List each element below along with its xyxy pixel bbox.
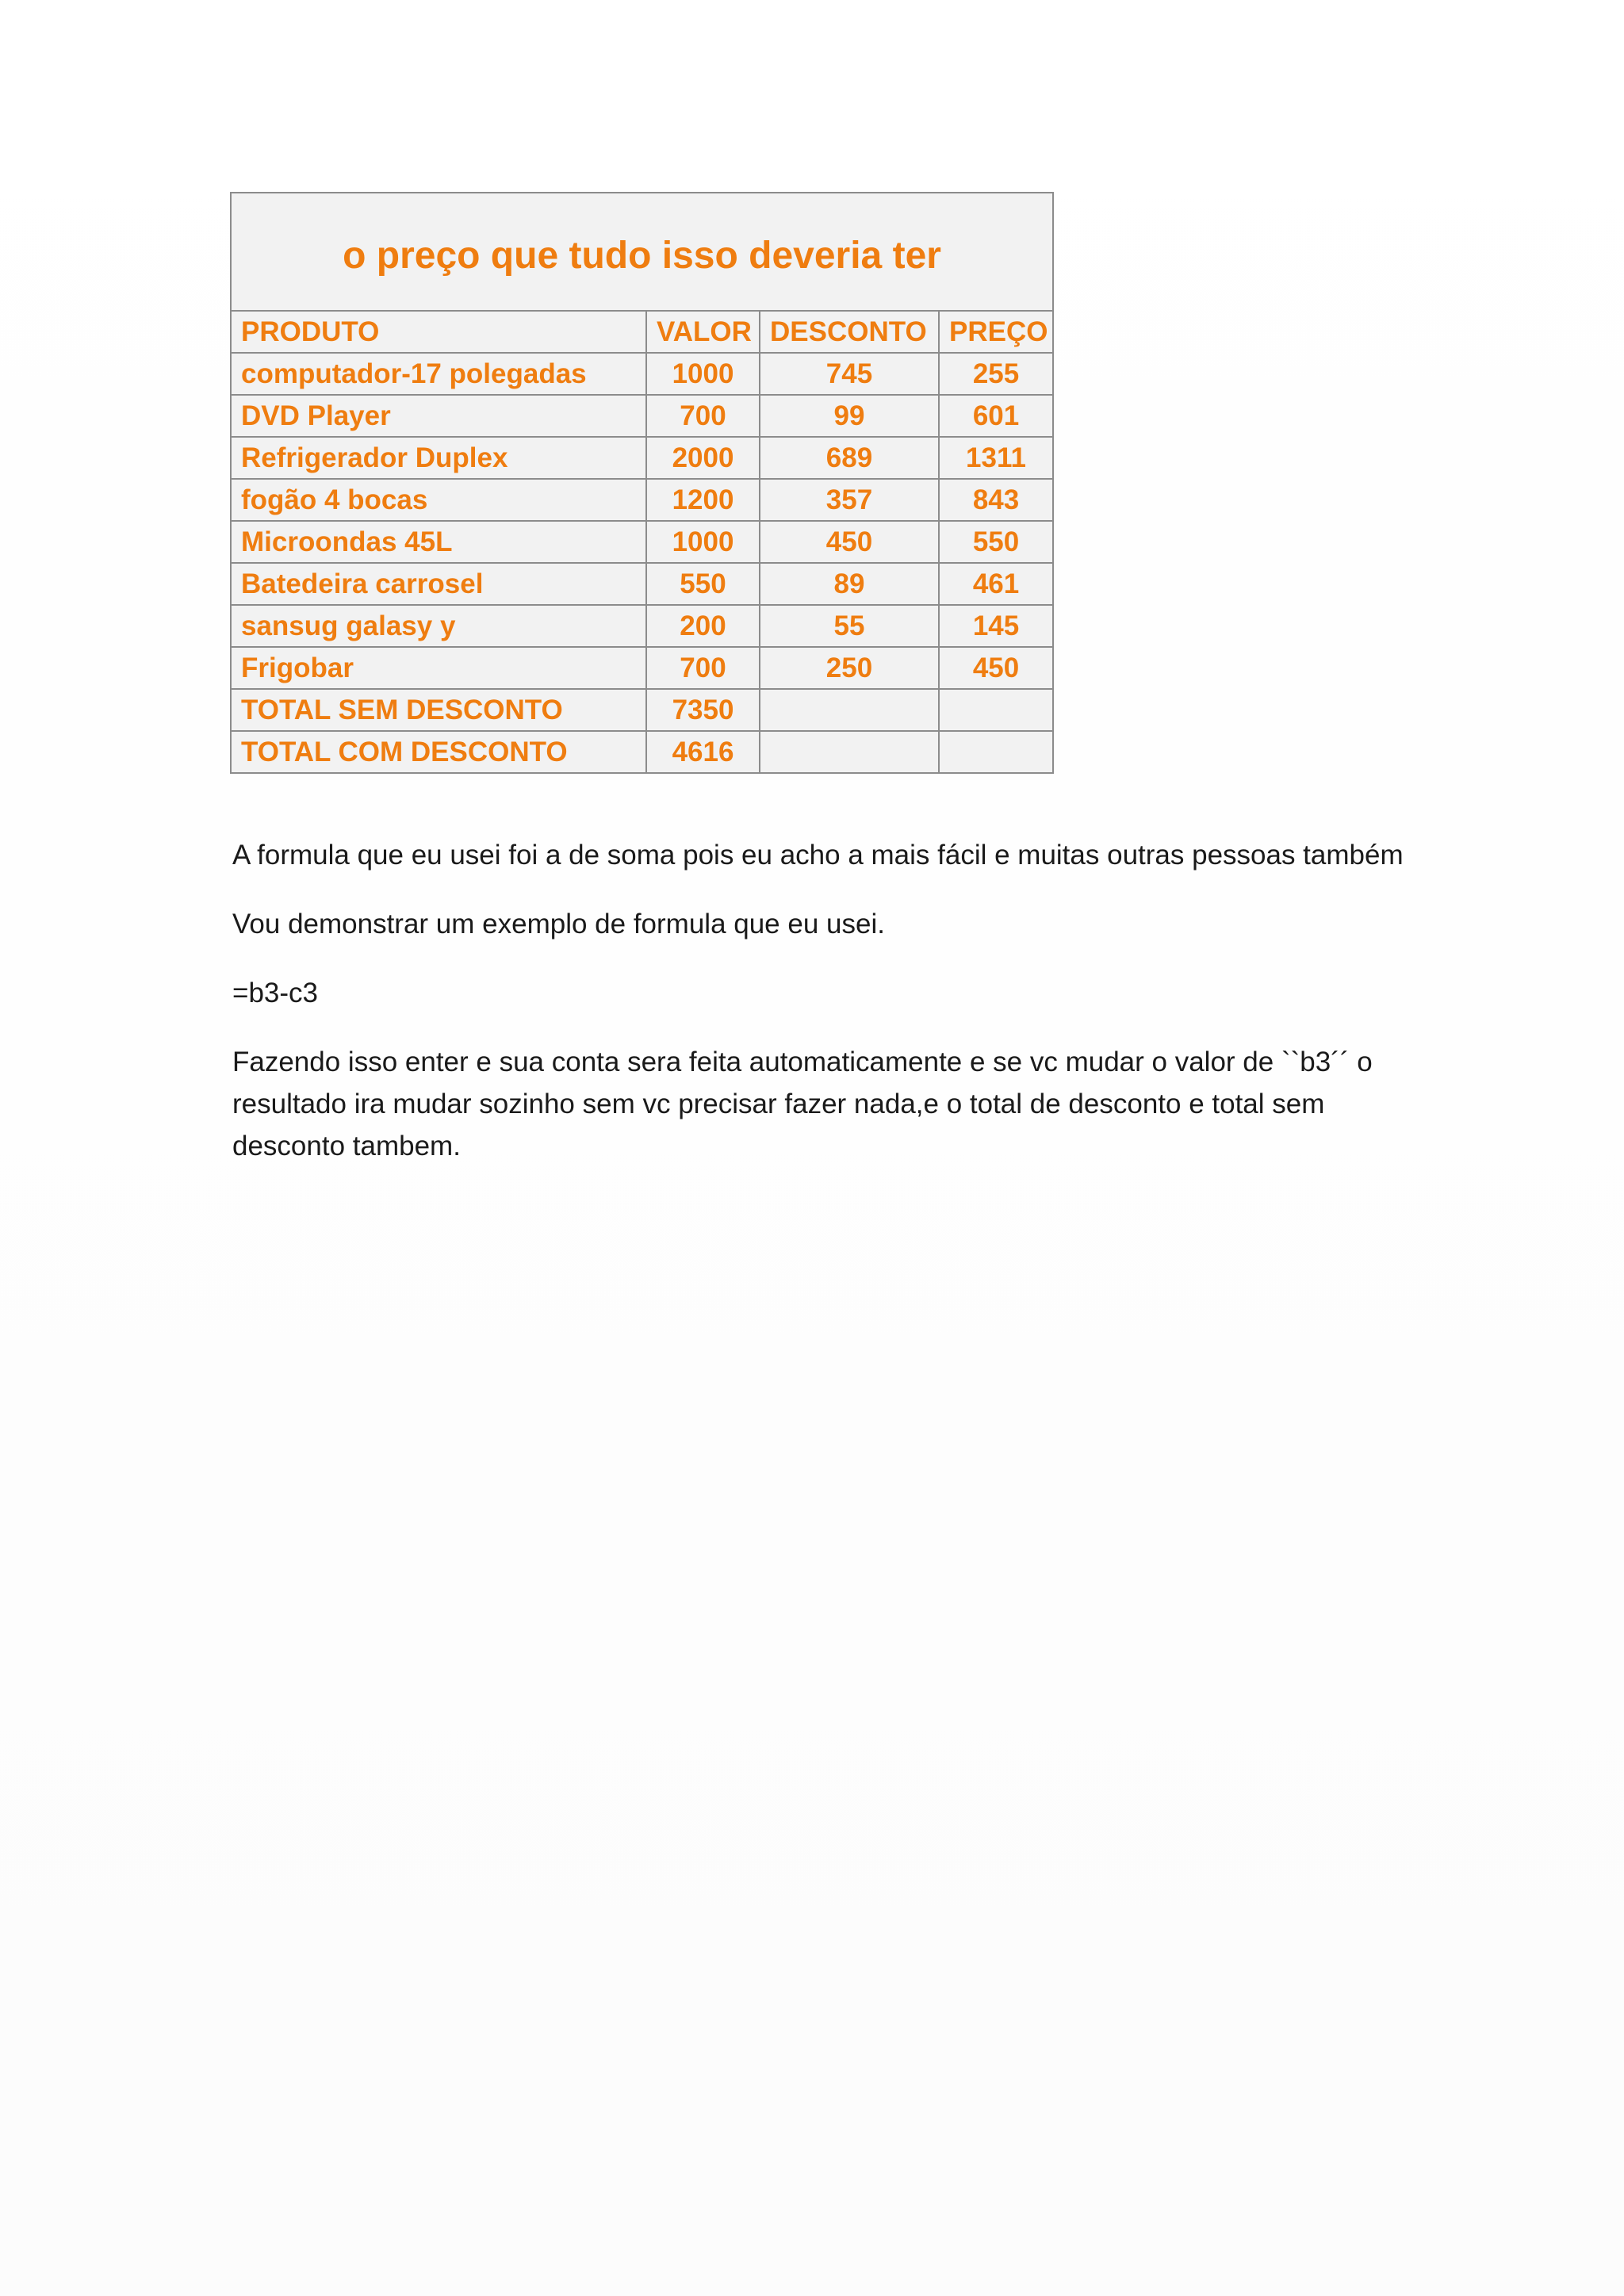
table-title-row <box>231 193 1053 311</box>
table-row <box>231 521 1053 563</box>
cell-preco: 843 <box>939 479 1053 521</box>
total-row <box>231 689 1053 731</box>
table-header-row <box>231 311 1053 353</box>
cell-preco: 601 <box>939 395 1053 437</box>
cell-preco: 550 <box>939 521 1053 563</box>
cell-desconto: 89 <box>760 563 939 605</box>
price-table <box>230 192 1054 774</box>
cell-desconto: 55 <box>760 605 939 647</box>
table-title: o preço que tudo isso deveria ter <box>231 193 1053 311</box>
cell-desconto: 689 <box>760 437 939 479</box>
cell-desconto: 250 <box>760 647 939 689</box>
header-valor: VALOR <box>646 311 760 353</box>
cell-desconto: 450 <box>760 521 939 563</box>
cell-produto: Refrigerador Duplex <box>231 437 646 479</box>
cell-preco: 450 <box>939 647 1053 689</box>
cell-valor: 550 <box>646 563 760 605</box>
cell-desconto: 99 <box>760 395 939 437</box>
paragraph: Vou demonstrar um exemplo de formula que eu usei. <box>232 909 885 939</box>
header-preco: PREÇO <box>939 311 1053 353</box>
cell-valor: 2000 <box>646 437 760 479</box>
table-row <box>231 605 1053 647</box>
cell-preco: 1311 <box>939 437 1053 479</box>
paragraph: A formula que eu usei foi a de soma pois eu acho a mais fácil e muitas outras pessoas também <box>232 840 1404 871</box>
formula-example: =b3-c3 <box>232 978 318 1008</box>
empty-cell <box>939 689 1053 731</box>
cell-produto: DVD Player <box>231 395 646 437</box>
total-value: 4616 <box>646 731 760 773</box>
cell-valor: 1000 <box>646 521 760 563</box>
cell-valor: 700 <box>646 395 760 437</box>
cell-produto: Microondas 45L <box>231 521 646 563</box>
cell-produto: computador-17 polegadas <box>231 353 646 395</box>
empty-cell <box>760 731 939 773</box>
empty-cell <box>939 731 1053 773</box>
cell-preco: 461 <box>939 563 1053 605</box>
cell-preco: 255 <box>939 353 1053 395</box>
header-produto: PRODUTO <box>231 311 646 353</box>
cell-desconto: 357 <box>760 479 939 521</box>
empty-cell <box>760 689 939 731</box>
total-value: 7350 <box>646 689 760 731</box>
table-row <box>231 395 1053 437</box>
header-desconto: DESCONTO <box>760 311 939 353</box>
total-label: TOTAL SEM DESCONTO <box>231 689 646 731</box>
cell-produto: sansug galasy y <box>231 605 646 647</box>
cell-preco: 145 <box>939 605 1053 647</box>
table-row <box>231 437 1053 479</box>
total-row <box>231 731 1053 773</box>
cell-produto: fogão 4 bocas <box>231 479 646 521</box>
cell-desconto: 745 <box>760 353 939 395</box>
cell-produto: Frigobar <box>231 647 646 689</box>
table-row <box>231 353 1053 395</box>
paragraph: Fazendo isso enter e sua conta sera feita automaticamente e se vc mudar o valor de ``b3´´ o resultado ira mudar sozinho sem vc precisar fazer nada,e o total de desconto e total sem desconto tambem. <box>232 1047 1373 1161</box>
body-text <box>232 834 1422 1194</box>
cell-produto: Batedeira carrosel <box>231 563 646 605</box>
total-label: TOTAL COM DESCONTO <box>231 731 646 773</box>
cell-valor: 200 <box>646 605 760 647</box>
cell-valor: 700 <box>646 647 760 689</box>
cell-valor: 1200 <box>646 479 760 521</box>
table-row <box>231 479 1053 521</box>
table-row <box>231 563 1053 605</box>
table-row <box>231 647 1053 689</box>
cell-valor: 1000 <box>646 353 760 395</box>
